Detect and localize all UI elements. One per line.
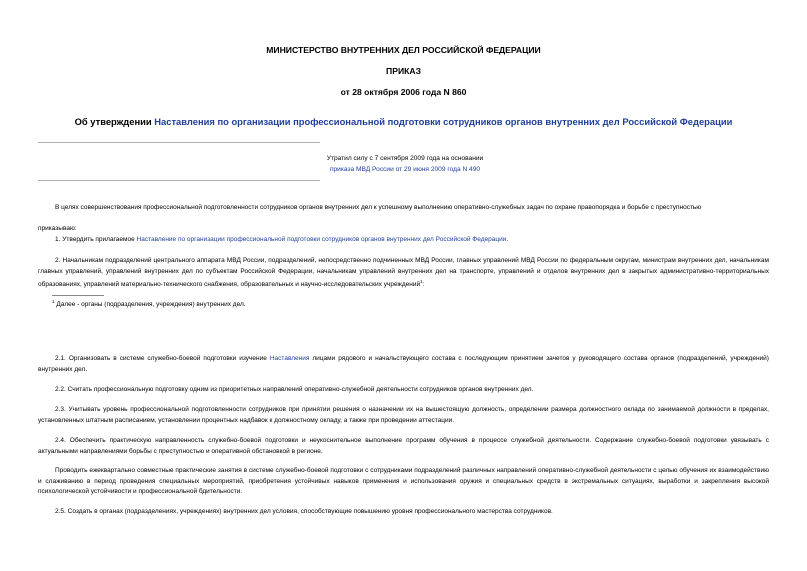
document-title [0, 116, 807, 127]
item-2-4-text: 2.4. Обеспечить практическую направленность служебно-боевой подготовки и неукоснительное выполнение программ обучения в процессе служебной деятельности. Содержание служебно-боевой подготовки увязывать с актуальными направлениями борьбы с преступностью и оперативной обстановкой в регионе. [38, 437, 769, 455]
footnote-text: Далее - органы (подразделения, учреждения) внутренних дел. [54, 301, 246, 309]
top-divider [38, 142, 320, 143]
order-word: приказываю: [38, 225, 77, 232]
item-2-1-link[interactable]: Наставления [269, 355, 310, 362]
item-1-prefix: 1. Утвердить прилагаемое [55, 236, 137, 243]
item-2-5-text: 2.5. Создать в органах (подразделениях, учреждениях) внутренних дел условия, способствующие повышению уровня профессионального мастерства сотрудников. [55, 508, 553, 515]
footnote-mark: 1 [52, 299, 55, 304]
ministry-heading: МИНИСТЕРСТВО ВНУТРЕННИХ ДЕЛ РОССИЙСКОЙ ФЕДЕРАЦИИ [266, 45, 541, 55]
item-2 [38, 256, 769, 291]
item-2-2 [38, 385, 769, 396]
lost-force-link[interactable]: приказа МВД России от 29 июня 2009 года N 490 [329, 166, 481, 173]
item-1-suffix: . [506, 236, 509, 243]
document-type-heading: ПРИКАЗ [386, 66, 421, 76]
intro-paragraph [38, 203, 769, 214]
item-2-3-text: 2.3. Учитывать уровень профессиональной подготовленности сотрудников при принятии решения о назначении их на вышестоящую должность, определении размера должностного оклада по занимаемой должности в пределах, установленных штатным расписанием, установлении процентных надбавок к должностному окладу, а также при проведении аттестации. [38, 406, 769, 424]
item-2-2-text: 2.2. Считать профессиональную подготовку одним из приоритетных направлений оперативно-служебной деятельности сотрудников органов внутренних дел. [55, 386, 534, 393]
document-date-number: от 28 октября 2006 года N 860 [340, 87, 467, 97]
lost-force-note: Утратил силу с 7 сентября 2009 года на основании [326, 155, 484, 162]
item-2-4 [38, 436, 769, 457]
item-2-4-continued [38, 466, 769, 498]
item-1-link[interactable]: Наставление по организации профессиональной подготовки сотрудников органов внутренних дел Российской Федерации [136, 236, 507, 243]
item-2-1-suffix: лицами рядового и начальствующего состава с последующим принятием зачетов у руководящего состава органов (подразделений, учреждений) внутренних дел. [38, 355, 769, 373]
item-2-text: 2. Начальникам подразделений центрального аппарата МВД России, подразделений, непосредственно подчиненных МВД России, главных управлений МВД России по федеральным округам, министрам внутренних дел, начальникам главных управлений, управлений внутренних дел по субъектам Российской Федерации, начальникам управлений внутренних дел на транспорте, управлений и отделов внутренних дел в закрытых административно-территориальных образованиях, управлений материально-технического снабжения, образовательных и научно-исследовательских учреждений [38, 257, 769, 289]
intro-text: В целях совершенствования профессиональной подготовленности сотрудников органов внутренних дел к успешному выполнению оперативно-служебных задач по охране правопорядка и борьбе с преступностью [55, 204, 702, 211]
title-link[interactable]: Наставления по организации профессиональной подготовки сотрудников органов внутренних дел Российской Федерации [154, 116, 733, 127]
item-2-footnote-ref: 1 [420, 279, 423, 285]
item-2-1-prefix: 2.1. Организовать в системе служебно-боевой подготовки изучение [55, 355, 270, 362]
item-2-3 [38, 405, 769, 426]
item-2-end: : [422, 281, 425, 289]
item-2-5 [38, 507, 769, 518]
footnote-divider [52, 295, 104, 296]
item-2-4-continued-text: Проводить ежеквартально совместные практические занятия в системе служебно-боевой подготовки с сотрудниками подразделений различных направлений оперативно-служебной деятельности с целью обучения их взаимодействию и слаживанию в период проведения специальных мероприятий, приобретения устойчивых навыков применения и использования оружия и специальных средств в экстремальных ситуациях, выработки и закрепления высокой психологической устойчивости и профессиональной бдительности. [38, 467, 769, 496]
footnote [52, 299, 246, 308]
item-1 [38, 235, 769, 246]
title-prefix: Об утверждении [74, 116, 155, 127]
item-2-1 [38, 354, 769, 375]
bottom-divider [38, 180, 320, 181]
